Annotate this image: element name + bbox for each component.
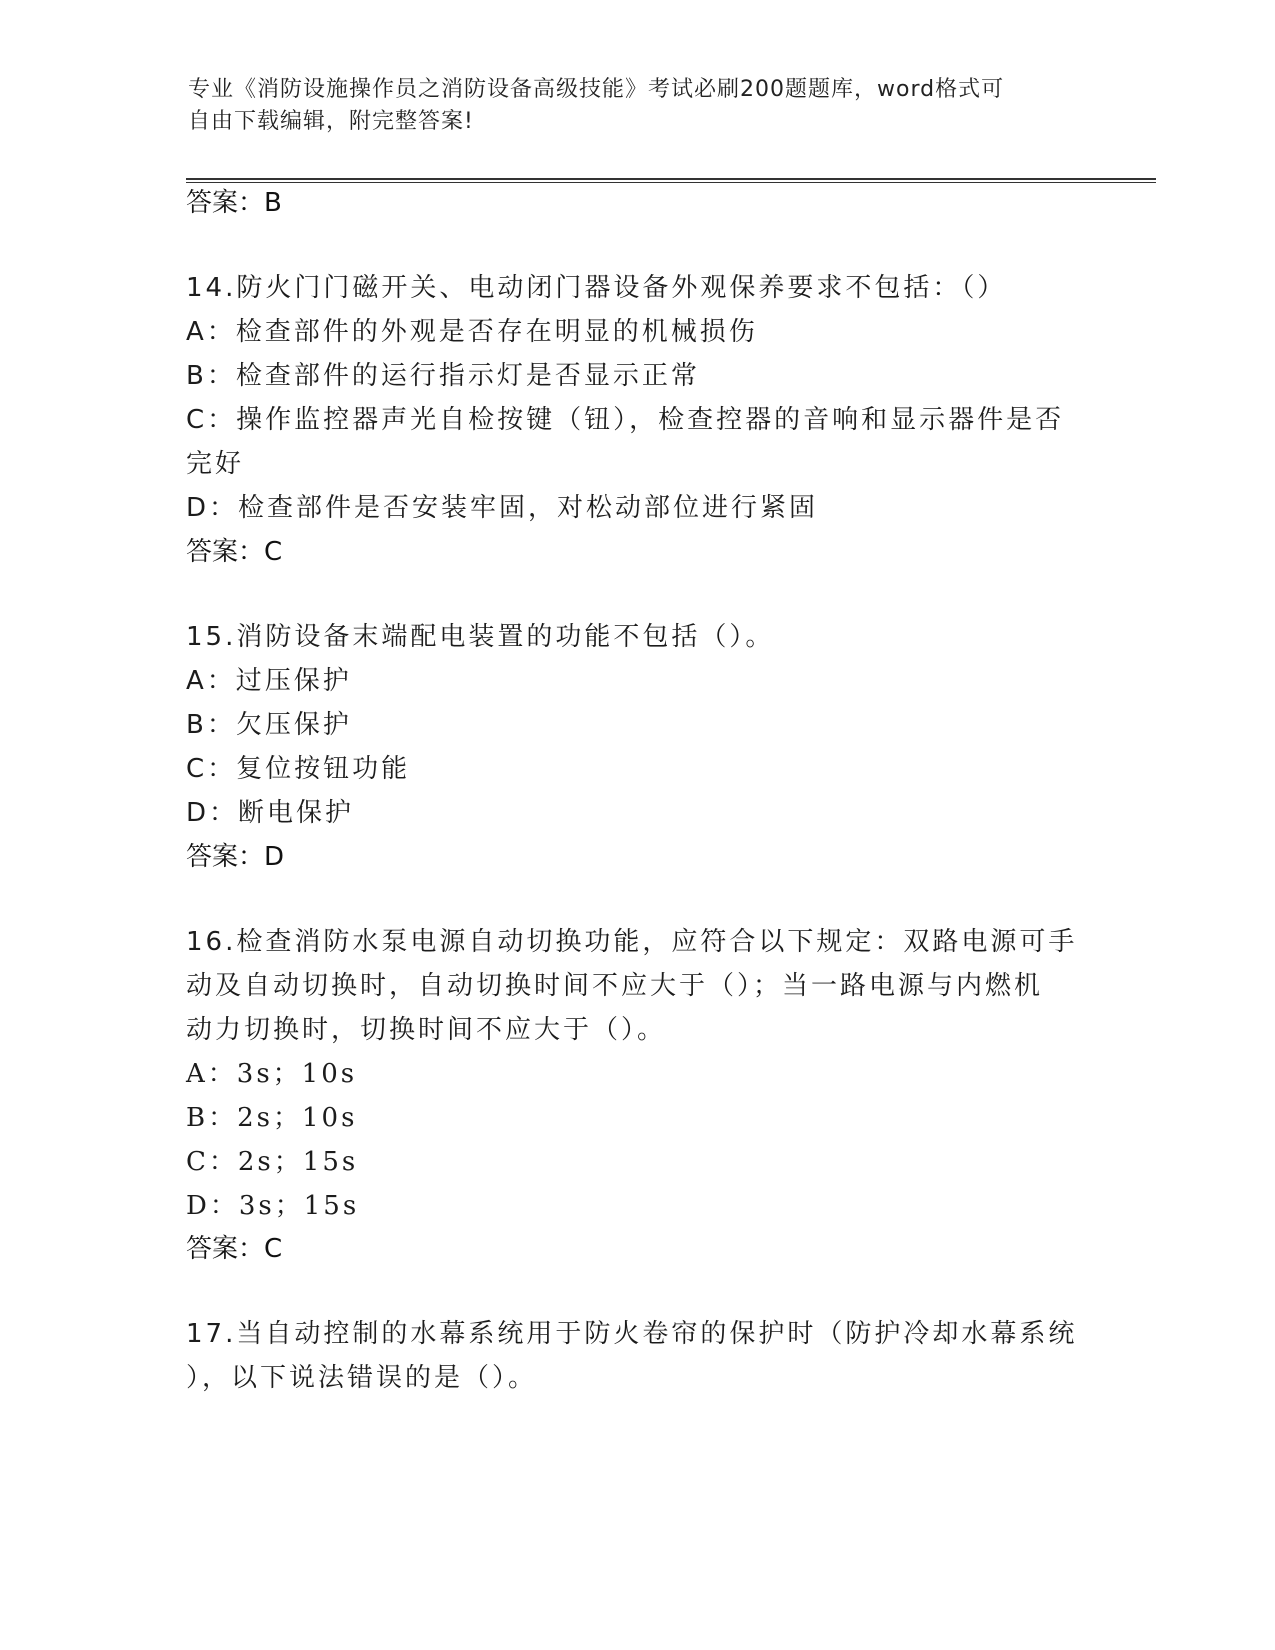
question-17-text-line-1: 17.当自动控制的水幕系统用于防火卷帘的保护时（防护冷却水幕系统: [186, 1319, 1078, 1349]
header-divider: [186, 178, 1156, 183]
header-line-1: 专业《消防设施操作员之消防设备高级技能》考试必刷200题题库，word格式可: [188, 77, 1005, 102]
question-14-option-b: B：检查部件的运行指示灯是否显示正常: [186, 361, 700, 391]
question-14-option-c-cont: 完好: [186, 449, 245, 479]
question-15-answer: 答案：D: [186, 842, 285, 872]
question-16-option-b: B：2s；10s: [186, 1103, 358, 1133]
answer-label: 答案：B: [186, 188, 282, 218]
question-15-option-d: D：断电保护: [186, 798, 355, 828]
question-16-text-line-2: 动及自动切换时，自动切换时间不应大于（）；当一路电源与内燃机: [186, 971, 1044, 1001]
header-line-2: 自由下载编辑，附完整答案!: [188, 109, 474, 134]
question-14-option-c: C：操作监控器声光自检按键（钮），检查控器的音响和显示器件是否: [186, 405, 1065, 435]
question-17-text-line-2: ），以下说法错误的是（）。: [186, 1363, 538, 1393]
question-16-option-d: D：3s；15s: [186, 1191, 360, 1221]
question-14-option-d: D：检查部件是否安装牢固，对松动部位进行紧固: [186, 493, 819, 523]
question-16-option-c: C：2s；15s: [186, 1147, 359, 1177]
question-16-option-a: A：3s；10s: [186, 1059, 358, 1089]
question-16-text-line-1: 16.检查消防水泵电源自动切换功能，应符合以下规定：双路电源可手: [186, 927, 1078, 957]
question-14-text: 14.防火门门磁开关、电动闭门器设备外观保养要求不包括：（）: [186, 273, 1007, 303]
question-15-option-a: A：过压保护: [186, 666, 352, 696]
question-16-answer: 答案：C: [186, 1234, 283, 1264]
question-15-option-c: C：复位按钮功能: [186, 754, 411, 784]
document-header: [188, 74, 1068, 138]
question-14-option-a: A：检查部件的外观是否存在明显的机械损伤: [186, 317, 758, 347]
question-14-answer: 答案：C: [186, 537, 283, 567]
question-16-text-line-3: 动力切换时，切换时间不应大于（）。: [186, 1015, 667, 1045]
question-15-text: 15.消防设备末端配电装置的功能不包括（）。: [186, 622, 775, 652]
question-15-option-b: B：欠压保护: [186, 710, 352, 740]
